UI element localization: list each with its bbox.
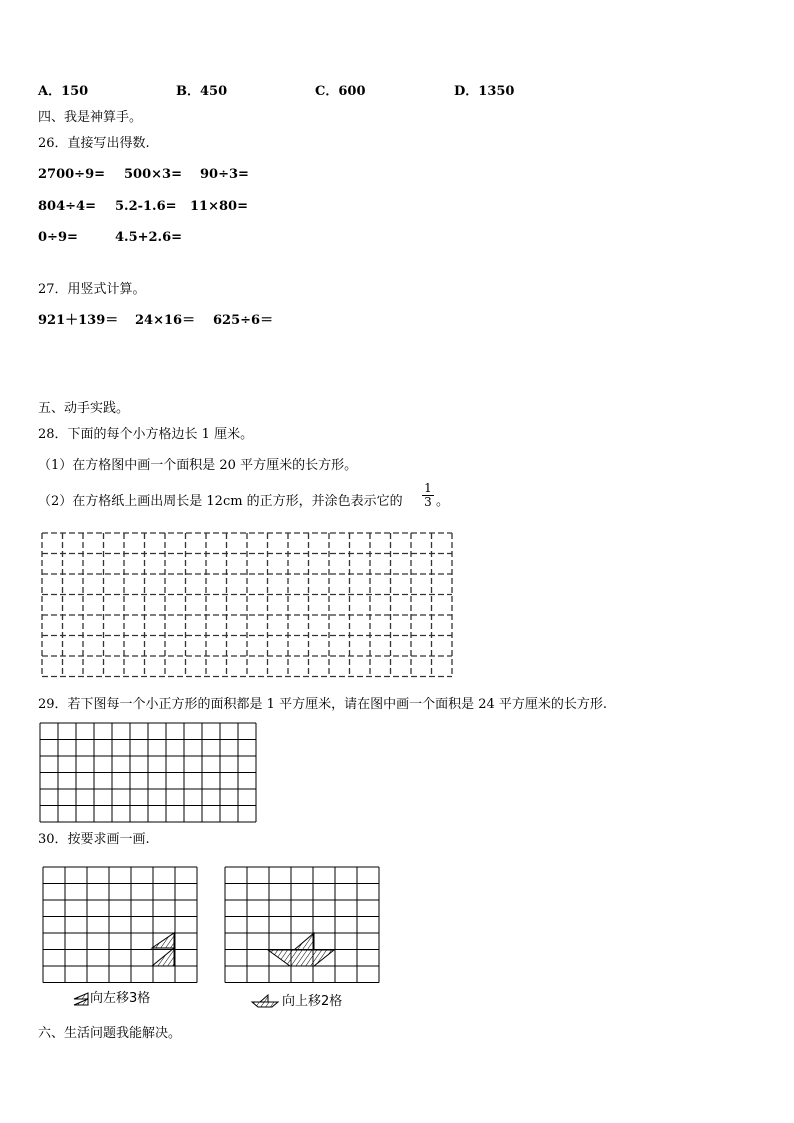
dashed-grid (40, 531, 455, 681)
q28-part2: （2）在方格纸上画出周长是 12cm 的正方形，并涂色表示它的 (38, 494, 403, 509)
caption-move-left: 向左移3格 (90, 991, 151, 1006)
q30-title: 30．按要求画一画. (38, 832, 150, 847)
q26-item: 5.2-1.6= (115, 199, 177, 214)
flag-icon (72, 992, 90, 1006)
boat-sail (294, 933, 314, 950)
shift-grid-up (224, 866, 382, 984)
q27-item: 625÷6＝ (213, 313, 274, 328)
option-c: C．600 (315, 84, 366, 99)
section-4-heading: 四、我是神算手。 (38, 110, 143, 125)
q26-item: 2700÷9= (38, 167, 106, 182)
q28-part2-suffix: 。 (436, 494, 450, 509)
fraction-denominator: 3 (424, 495, 432, 509)
q26-item: 4.5+2.6= (115, 230, 183, 245)
q26-title: 26．直接写出得数. (38, 136, 150, 151)
fraction-one-third (422, 482, 434, 509)
option-a: A．150 (38, 84, 89, 99)
section-5-heading: 五、动手实践。 (38, 401, 130, 416)
q27-item: 24×16＝ (135, 313, 196, 328)
caption-move-up: 向上移2格 (282, 994, 343, 1009)
solid-grid (39, 722, 261, 825)
q26-item: 804÷4= (38, 199, 96, 214)
option-d: D．1350 (454, 84, 515, 99)
q26-item: 90÷3= (200, 167, 249, 182)
q26-item: 500×3= (124, 167, 182, 182)
section-6-heading: 六、生活问题我能解决。 (38, 1026, 182, 1041)
q27-title: 27．用竖式计算。 (38, 282, 146, 297)
q26-item: 0÷9= (38, 230, 78, 245)
boat-icon (250, 994, 280, 1008)
option-b: B．450 (176, 84, 228, 99)
q27-item: 921＋139＝ (38, 313, 119, 328)
q28-part1: （1）在方格图中画一个面积是 20 平方厘米的长方形。 (38, 458, 358, 473)
q26-item: 11×80= (190, 199, 248, 214)
shift-grid-left (42, 866, 200, 984)
q29-title: 29．若下图每一个小正方形的面积都是 1 平方厘米，请在图中画一个面积是 24 平方厘米的长方形. (38, 697, 608, 712)
boat-shape (268, 950, 334, 966)
q28-title: 28．下面的每个小方格边长 1 厘米。 (38, 427, 254, 442)
fraction-numerator: 1 (422, 482, 434, 496)
